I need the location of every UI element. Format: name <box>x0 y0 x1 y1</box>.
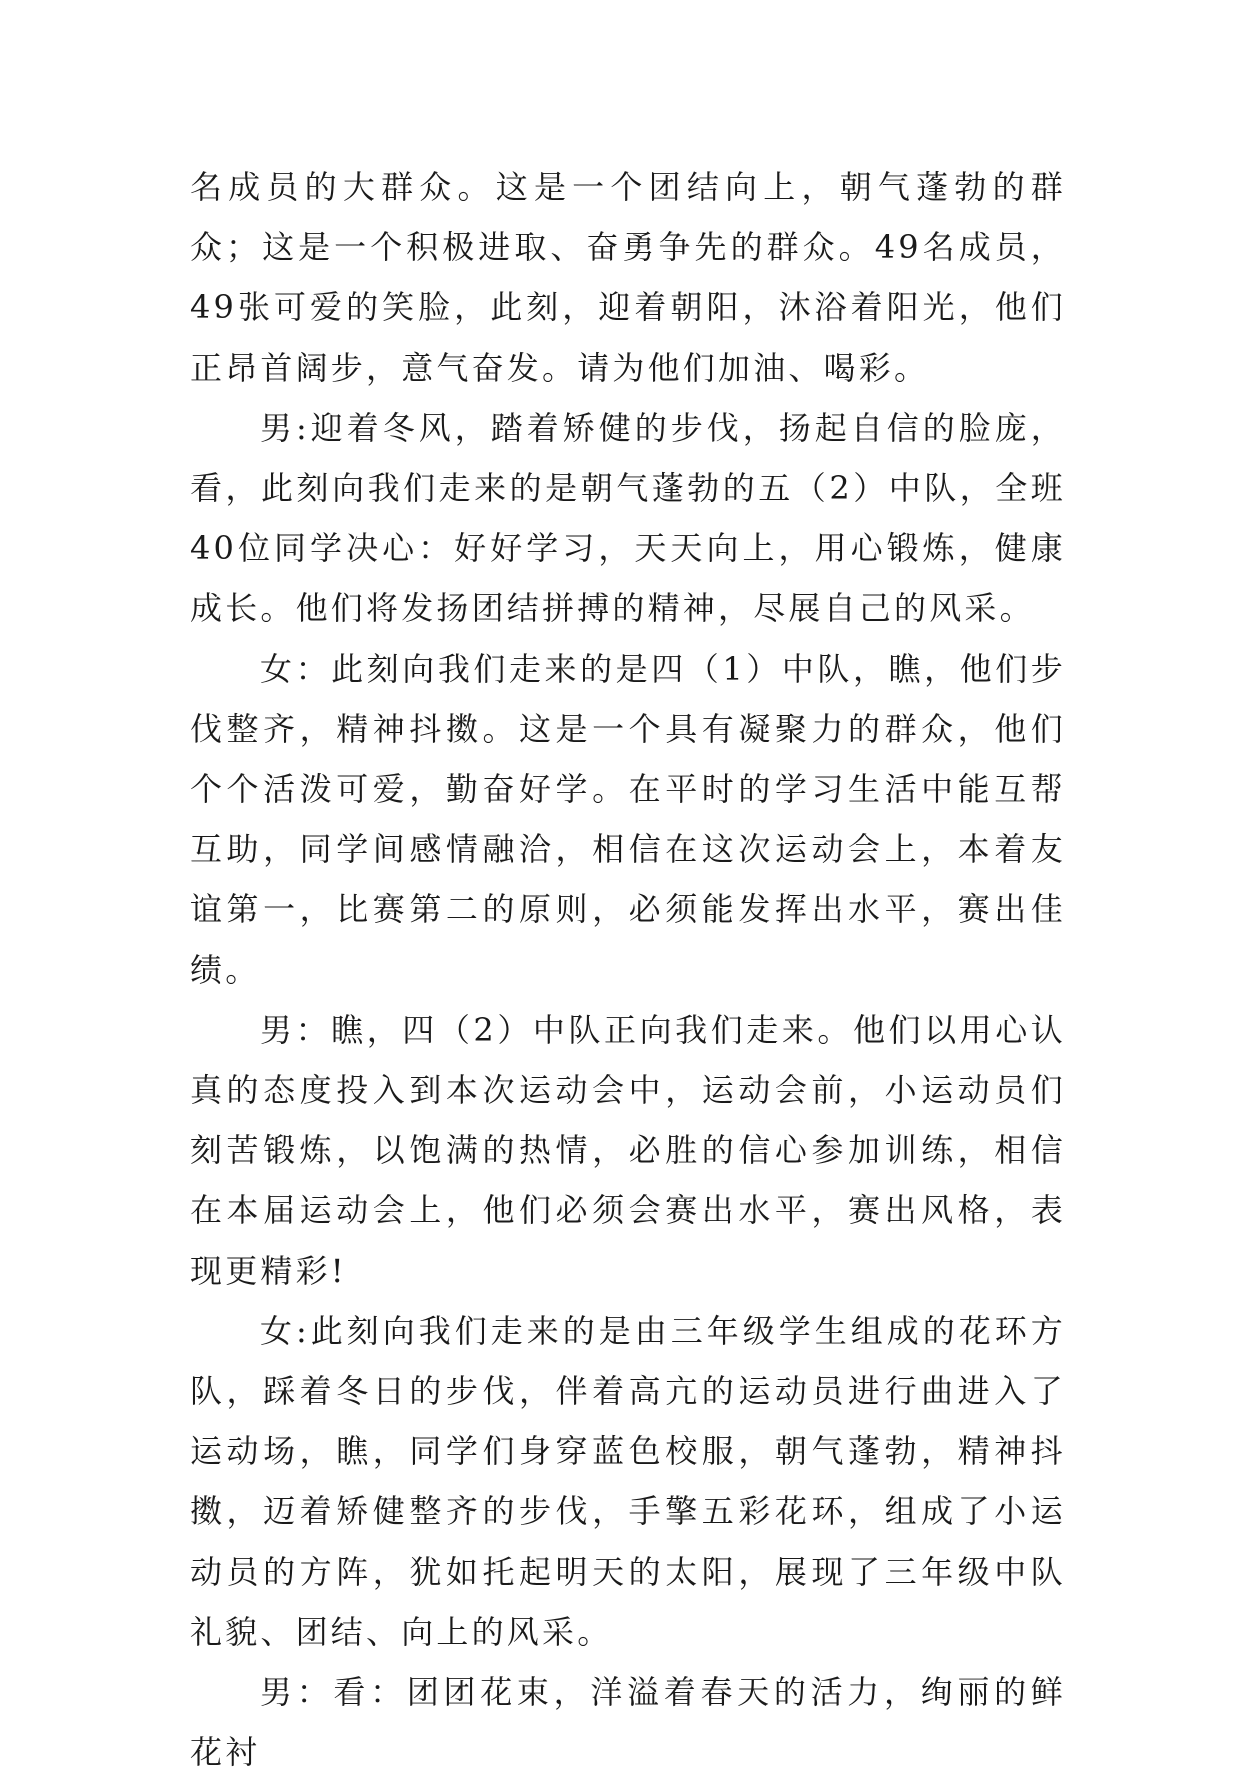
paragraph: 女:此刻向我们走来的是由三年级学生组成的花环方队，踩着冬日的步伐，伴着高亢的运动员进行曲进入了运动场，瞧，同学们身穿蓝色校服，朝气蓬勃，精神抖擞，迈着矫健整齐的步伐，手擎五彩花环，组成了小运动员的方阵，犹如托起明天的太阳，展现了三年级中队礼貌、团结、向上的风采。 <box>190 1311 1066 1651</box>
paragraph: 男：看：团团花束，洋溢着春天的活力，绚丽的鲜花衬 <box>190 1673 1066 1772</box>
paragraph: 名成员的大群众。这是一个团结向上，朝气蓬勃的群众；这是一个积极进取、奋勇争先的群众。49名成员，49张可爱的笑脸，此刻，迎着朝阳，沐浴着阳光，他们正昂首阔步，意气奋发。请为他们加油、喝彩。 <box>190 168 1066 387</box>
paragraph: 男：瞧，四（2）中队正向我们走来。他们以用心认真的态度投入到本次运动会中，运动会前，小运动员们刻苦锻炼，以饱满的热情，必胜的信心参加训练，相信在本届运动会上，他们必须会赛出水平，赛出风格，表现更精彩! <box>190 1010 1066 1290</box>
paragraph: 男:迎着冬风，踏着矫健的步伐，扬起自信的脸庞，看，此刻向我们走来的是朝气蓬勃的五（2）中队，全班40位同学决心：好好学习，天天向上，用心锻炼，健康成长。他们将发扬团结拼搏的精神，尽展自己的风采。 <box>190 408 1066 628</box>
body-text <box>190 157 1066 1782</box>
paragraph: 女：此刻向我们走来的是四（1）中队，瞧，他们步伐整齐，精神抖擞。这是一个具有凝聚力的群众，他们个个活泼可爱，勤奋好学。在平时的学习生活中能互帮互助，同学间感情融洽，相信在这次运动会上，本着友谊第一，比赛第二的原则，必须能发挥出水平，赛出佳绩。 <box>190 649 1066 989</box>
